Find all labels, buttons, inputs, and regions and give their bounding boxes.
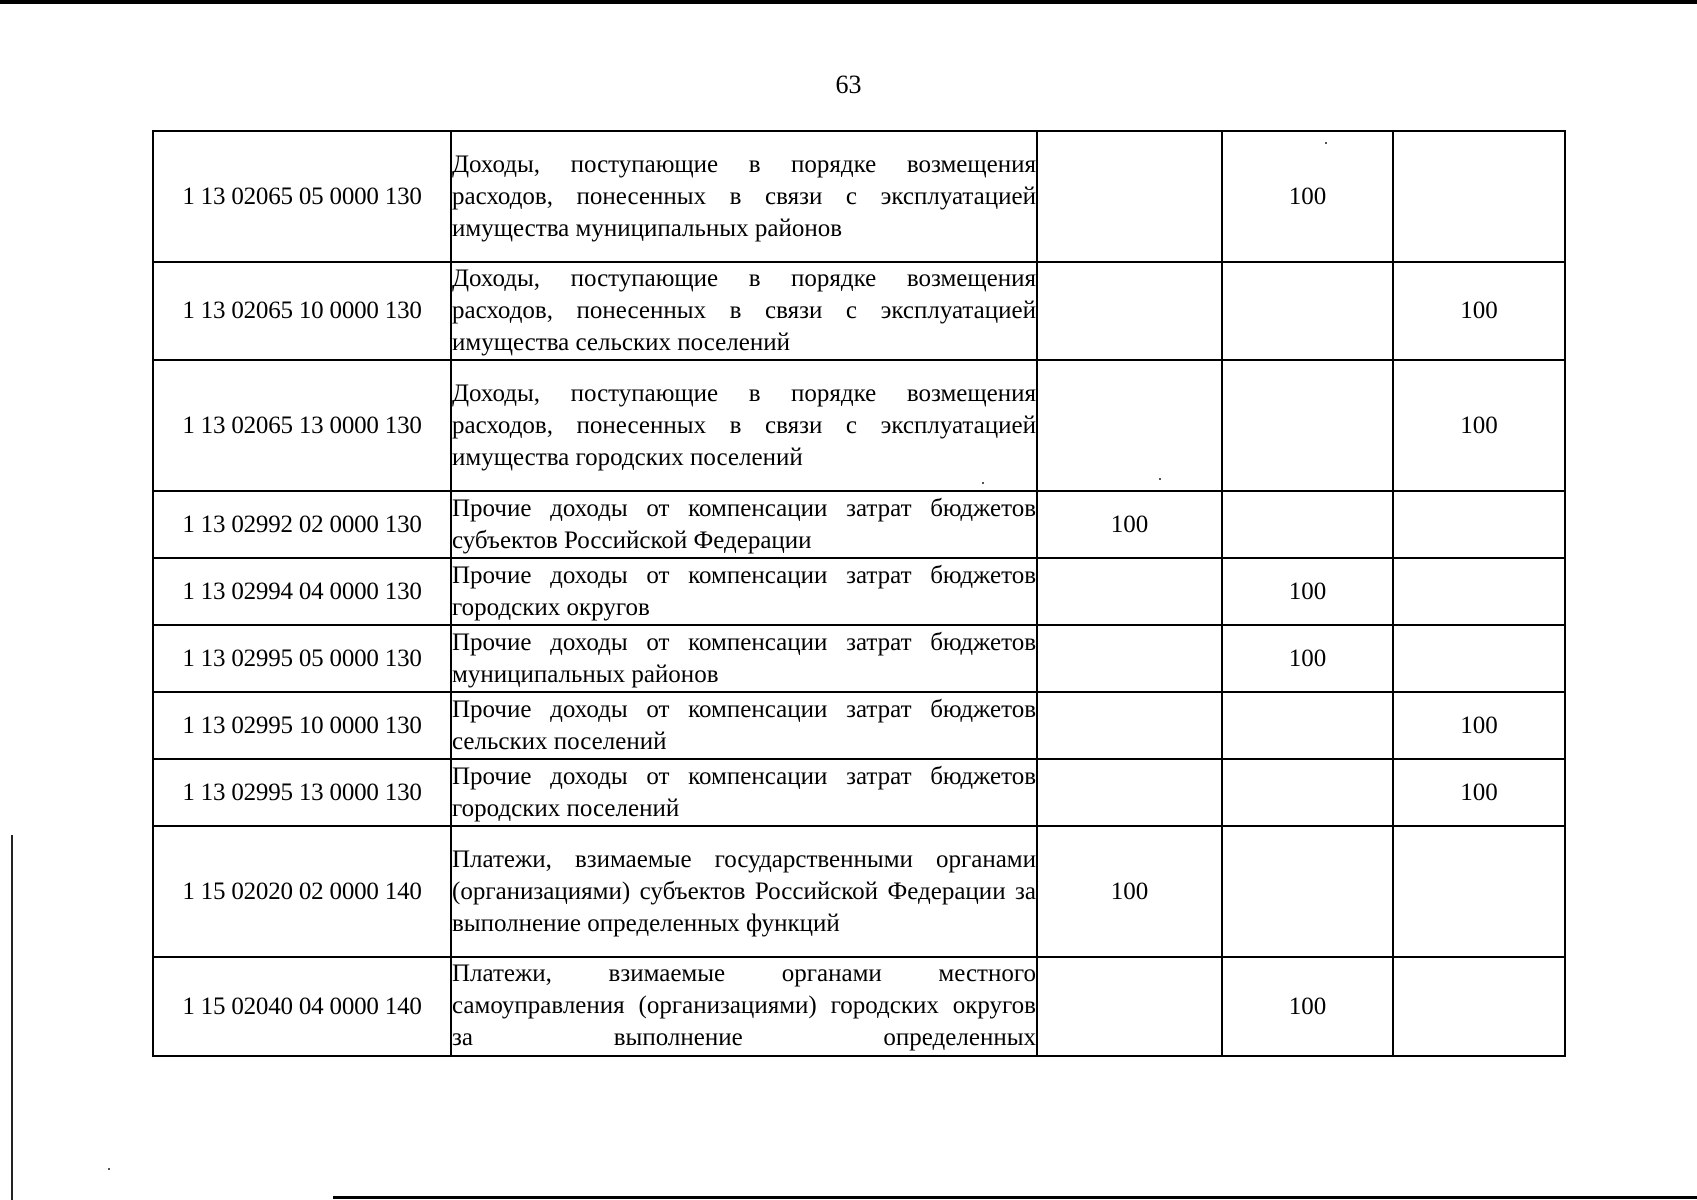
value-cell-col2: 100	[1222, 558, 1393, 625]
value-cell-col1	[1037, 957, 1222, 1056]
top-scan-border	[0, 0, 1697, 4]
value-cell-col1: 100	[1037, 491, 1222, 558]
revenue-description-cell: Прочие доходы от компенсации затрат бюджетов муниципальных районов	[451, 625, 1037, 692]
revenue-description-cell: Прочие доходы от компенсации затрат бюджетов городских округов	[451, 558, 1037, 625]
value-cell-col2: 100	[1222, 131, 1393, 262]
bottom-scan-border	[333, 1196, 1697, 1199]
table-row	[153, 759, 1565, 826]
table-row	[153, 491, 1565, 558]
value-cell-col2	[1222, 491, 1393, 558]
table-row	[153, 957, 1565, 1056]
revenue-description-cell: Платежи, взимаемые органами местного самоуправления (организациями) городских округов за выполнение определенных	[451, 957, 1037, 1056]
page-number: 63	[835, 70, 862, 99]
value-cell-col3: 100	[1393, 262, 1565, 360]
value-cell-col3	[1393, 491, 1565, 558]
table-row	[153, 692, 1565, 759]
revenue-description-cell: Прочие доходы от компенсации затрат бюджетов городских поселений	[451, 759, 1037, 826]
table-row	[153, 558, 1565, 625]
value-cell-col2: 100	[1222, 625, 1393, 692]
value-cell-col3	[1393, 558, 1565, 625]
table-row	[153, 131, 1565, 262]
revenue-code-cell: 1 13 02995 13 0000 130	[153, 759, 451, 826]
revenue-code-cell: 1 13 02065 13 0000 130	[153, 360, 451, 491]
value-cell-col2	[1222, 360, 1393, 491]
revenue-code-cell: 1 13 02995 05 0000 130	[153, 625, 451, 692]
table-row	[153, 360, 1565, 491]
revenue-code-cell: 1 13 02992 02 0000 130	[153, 491, 451, 558]
table-row	[153, 262, 1565, 360]
value-cell-col2	[1222, 759, 1393, 826]
value-cell-col1	[1037, 558, 1222, 625]
value-cell-col1	[1037, 262, 1222, 360]
value-cell-col3: 100	[1393, 759, 1565, 826]
table-row	[153, 826, 1565, 957]
value-cell-col3	[1393, 826, 1565, 957]
table-row	[153, 625, 1565, 692]
revenue-description-cell: Доходы, поступающие в порядке возмещения расходов, понесенных в связи с эксплуатацией имущества сельских поселений	[451, 262, 1037, 360]
revenue-code-cell: 1 15 02040 04 0000 140	[153, 957, 451, 1056]
value-cell-col3: 100	[1393, 692, 1565, 759]
value-cell-col2	[1222, 826, 1393, 957]
revenue-classification-table	[152, 130, 1566, 1057]
revenue-code-cell: 1 13 02994 04 0000 130	[153, 558, 451, 625]
revenue-description-cell: Доходы, поступающие в порядке возмещения расходов, понесенных в связи с эксплуатацией имущества муниципальных районов	[451, 131, 1037, 262]
value-cell-col3	[1393, 625, 1565, 692]
revenue-code-cell: 1 13 02065 10 0000 130	[153, 262, 451, 360]
revenue-code-cell: 1 13 02995 10 0000 130	[153, 692, 451, 759]
revenue-description-cell: Прочие доходы от компенсации затрат бюджетов субъектов Российской Федерации	[451, 491, 1037, 558]
value-cell-col1	[1037, 625, 1222, 692]
scan-speck	[108, 1168, 110, 1170]
value-cell-col2: 100	[1222, 957, 1393, 1056]
value-cell-col1	[1037, 759, 1222, 826]
revenue-description-cell: Доходы, поступающие в порядке возмещения расходов, понесенных в связи с эксплуатацией имущества городских поселений	[451, 360, 1037, 491]
revenue-code-cell: 1 13 02065 05 0000 130	[153, 131, 451, 262]
revenue-description-cell: Прочие доходы от компенсации затрат бюджетов сельских поселений	[451, 692, 1037, 759]
value-cell-col1: 100	[1037, 826, 1222, 957]
value-cell-col3	[1393, 131, 1565, 262]
value-cell-col1	[1037, 360, 1222, 491]
value-cell-col1	[1037, 131, 1222, 262]
value-cell-col2	[1222, 262, 1393, 360]
revenue-code-cell: 1 15 02020 02 0000 140	[153, 826, 451, 957]
revenue-description-cell: Платежи, взимаемые государственными органами (организациями) субъектов Российской Федерации за выполнение определенных функций	[451, 826, 1037, 957]
left-scan-edge	[11, 835, 13, 1200]
value-cell-col1	[1037, 692, 1222, 759]
value-cell-col2	[1222, 692, 1393, 759]
value-cell-col3: 100	[1393, 360, 1565, 491]
value-cell-col3	[1393, 957, 1565, 1056]
